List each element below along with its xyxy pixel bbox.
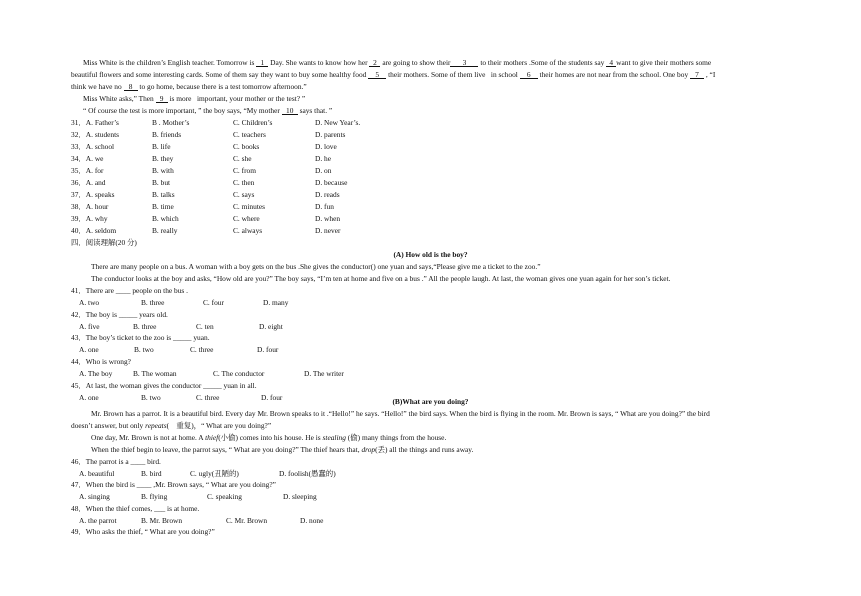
option-d: D. New Year’s.: [315, 118, 361, 127]
option-b: B. bird: [141, 469, 162, 478]
glossed-word: stealing: [322, 433, 346, 442]
glossed-word: thief: [205, 433, 219, 442]
option-c: C. she: [233, 154, 252, 163]
passage-line-1: [83, 59, 711, 67]
option-d: D. love: [315, 142, 337, 151]
passage-text: says that. ”: [299, 106, 333, 115]
passage-line-4: [83, 95, 305, 103]
option-c: C. teachers: [233, 130, 266, 139]
option-c: C. says: [233, 190, 255, 199]
option-a: A. two: [79, 298, 100, 307]
blank-1: 1: [256, 59, 268, 67]
option-c: C. where: [233, 214, 260, 223]
option-a: 34．A. we: [71, 154, 104, 163]
passage-b-para-1: Mr. Brown has a parrot. It is a beautiful bird. Every day Mr. Brown speaks to it .“Hello!” he says. “Hello!” the bird says. When the bird is flying in the room. Mr. Brown is says, “ What are you doing?” the bird: [91, 409, 710, 418]
glossed-word: drop: [361, 445, 376, 454]
question-stem: 46．The parrot is a ____ bird.: [71, 457, 161, 466]
option-d: D. four: [261, 393, 283, 402]
option-b: B. life: [152, 142, 171, 151]
option-b: B. Mr. Brown: [141, 516, 183, 525]
option-d: D. because: [315, 178, 348, 187]
option-d: D. many: [263, 298, 289, 307]
passage-text: want to give their mothers some: [616, 58, 712, 67]
option-c: C. speaking: [207, 492, 242, 501]
passage-text: are going to show their: [382, 58, 451, 67]
section-heading: 四．阅读理解(20 分): [71, 238, 137, 247]
passage-text: Miss White is the children’s English teacher. Tomorrow is: [83, 58, 255, 67]
option-a: 32．A. students: [71, 130, 120, 139]
blank-5: 5: [368, 71, 386, 79]
option-b: B. friends: [152, 130, 182, 139]
passage-text: “ Of course the test is more important, ” the boy says, “My mother: [83, 106, 280, 115]
option-a: 31．A. Father’s: [71, 118, 119, 127]
passage-text: One day, Mr. Brown is not at home. A: [91, 433, 204, 442]
passage-text: is more: [169, 94, 192, 103]
option-a: 38．A. hour: [71, 202, 109, 211]
option-d: D. four: [257, 345, 279, 354]
passage-text: think we have no: [71, 82, 122, 91]
passage-text: to their mothers .Some of the students say: [480, 58, 605, 67]
passage-text: When the thief begin to leave, the parrot says, “ What are you doing?” The thief hears that,: [91, 445, 360, 454]
passage-text: ( 重复)，“ What are you doing?”: [166, 421, 272, 430]
option-a: A. one: [79, 393, 99, 402]
option-b: B . Mother’s: [152, 118, 190, 127]
blank-10: 10: [282, 107, 298, 115]
question-stem: 43．The boy’s ticket to the zoo is _____ yuan.: [71, 333, 210, 342]
option-c: C. ugly(丑陋的): [190, 469, 239, 478]
option-d: D. foolish(愚蠢的): [279, 469, 336, 478]
passage-b-para-2: [91, 434, 446, 441]
option-b: B. two: [134, 345, 154, 354]
option-b: B. which: [152, 214, 179, 223]
option-a: 37．A. speaks: [71, 190, 115, 199]
blank-7: 7: [690, 71, 704, 79]
question-stem: 41．There are ____ people on the bus .: [71, 286, 188, 295]
option-a: A. five: [79, 322, 100, 331]
question-stem: 45．At last, the woman gives the conductor _____ yuan in all.: [71, 381, 257, 390]
blank-2: 2: [369, 59, 380, 67]
blank-4: 4: [606, 59, 616, 67]
option-d: D. he: [315, 154, 332, 163]
option-c: C. always: [233, 226, 263, 235]
option-c: C. The conductor: [213, 369, 265, 378]
option-b: B. three: [141, 298, 165, 307]
passage-text: (偷) many things from the house.: [347, 433, 447, 442]
passage-line-3: [71, 83, 307, 91]
passage-text: their mothers. Some of them live: [388, 70, 486, 79]
passage-b-para-1-cont: [71, 422, 271, 429]
option-a: 33．A. school: [71, 142, 115, 151]
passage-text: (小偷) comes into his house. He is: [218, 433, 321, 442]
option-a: 40．A. seldom: [71, 226, 117, 235]
option-d: D. on: [315, 166, 332, 175]
option-d: D. none: [300, 516, 324, 525]
option-a: A. The boy: [79, 369, 113, 378]
option-c: C. books: [233, 142, 260, 151]
passage-text: their homes are not near from the school. One boy: [539, 70, 689, 79]
blank-9: 9: [156, 95, 168, 103]
passage-text: beautiful flowers and some interesting cards. Some of them say they want to buy some healthy food: [71, 70, 367, 79]
option-a: 36．A. and: [71, 178, 106, 187]
question-stem: 47．When the bird is ____ ,Mr. Brown says, “ What are you doing?”: [71, 480, 276, 489]
option-c: C. Mr. Brown: [226, 516, 268, 525]
option-c: C. three: [190, 345, 214, 354]
option-c: C. ten: [196, 322, 214, 331]
passage-a-para-1: There are many people on a bus. A woman with a boy gets on the bus .She gives the conductor() one yuan and says,“Please give me a ticket to the zoo.”: [91, 262, 541, 271]
option-a: A. beautiful: [79, 469, 115, 478]
option-a: A. the parrot: [79, 516, 117, 525]
passage-text: Day. She wants to know how her: [270, 58, 368, 67]
option-a: A. one: [79, 345, 99, 354]
passage-text: , “I: [705, 70, 716, 79]
passage-b-para-3: [91, 446, 473, 453]
option-d: D. reads: [315, 190, 340, 199]
option-d: D. eight: [259, 322, 283, 331]
option-d: D. sleeping: [283, 492, 317, 501]
option-b: B. talks: [152, 190, 175, 199]
option-d: D. when: [315, 214, 341, 223]
option-b: B. with: [152, 166, 174, 175]
option-c: C. four: [203, 298, 224, 307]
passage-text: doesn’t answer, but only: [71, 421, 144, 430]
option-d: D. parents: [315, 130, 346, 139]
option-c: C. from: [233, 166, 256, 175]
option-c: C. Children’s: [233, 118, 273, 127]
passage-line-2: [71, 71, 715, 79]
option-b: B. time: [152, 202, 174, 211]
passage-line-5: [83, 107, 332, 115]
passage-text: Miss White asks,” Then: [83, 94, 154, 103]
passage-text: to go home, because there is a test tomorrow afternoon.”: [139, 82, 307, 91]
option-c: C. minutes: [233, 202, 266, 211]
option-d: D. fun: [315, 202, 334, 211]
option-d: D. never: [315, 226, 341, 235]
option-b: B. three: [133, 322, 157, 331]
passage-a-para-2: The conductor looks at the boy and asks, “How old are you?” The boy says, “I’m ten at home and five on a bus .” All the people laugh. At last, the woman gives one yuan again for her son’s ticket.: [91, 274, 671, 283]
option-b: B. The woman: [133, 369, 177, 378]
question-stem: 44．Who is wrong?: [71, 357, 131, 366]
option-b: B. they: [152, 154, 174, 163]
passage-text: important, your mother or the test? ”: [197, 94, 306, 103]
option-c: C. three: [196, 393, 220, 402]
option-a: 39．A. why: [71, 214, 108, 223]
option-b: B. flying: [141, 492, 168, 501]
passage-a-title: (A) How old is the boy?: [393, 250, 468, 259]
blank-6: 6: [520, 71, 538, 79]
option-d: D. The writer: [304, 369, 344, 378]
option-a: 35．A. for: [71, 166, 104, 175]
blank-8: 8: [124, 83, 138, 91]
question-stem: 48．When the thief comes, ___ is at home.: [71, 504, 200, 513]
passage-text: (丢) all the things and runs away.: [375, 445, 474, 454]
passage-text: in school: [490, 70, 518, 79]
option-b: B. really: [152, 226, 178, 235]
option-b: B. two: [141, 393, 161, 402]
glossed-word: repeats: [145, 421, 167, 430]
option-a: A. singing: [79, 492, 110, 501]
question-stem: 42．The boy is _____ years old.: [71, 310, 168, 319]
passage-b-title: (B)What are you doing?: [392, 397, 469, 406]
option-b: B. but: [152, 178, 171, 187]
question-stem: 49．Who asks the thief, “ What are you doing?”: [71, 527, 215, 536]
blank-3: 3: [450, 59, 478, 67]
option-c: C. then: [233, 178, 255, 187]
